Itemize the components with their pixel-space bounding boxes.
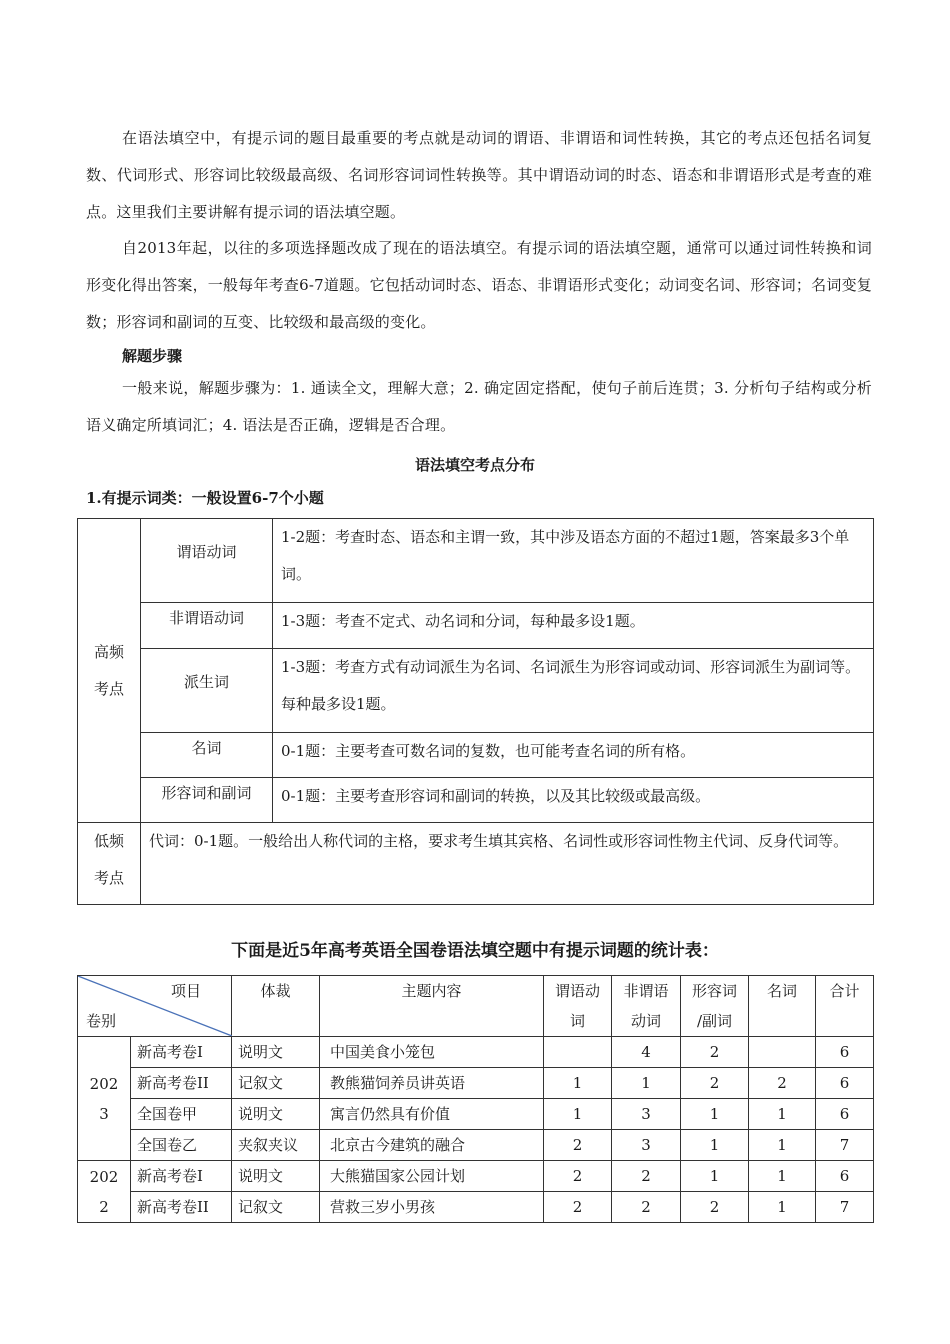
- intro-paragraph-1: 在语法填空中，有提示词的题目最重要的考点就是动词的谓语、非谓语和词性转换，其它的考点还包括名词复数、代词形式、形容词比较级最高级、名词形容词词性转换等。其中谓语动词的时态、语态和非谓语形式是考查的难点。这里我们主要讲解有提示词的语法填空题。: [86, 129, 872, 221]
- non-predicate-cell: 2: [612, 1161, 681, 1192]
- paper-cell: 新高考卷II: [131, 1068, 232, 1099]
- non-predicate-cell: 3: [612, 1099, 681, 1130]
- type-cell: 名词: [141, 733, 273, 778]
- paper-cell: 全国卷甲: [131, 1099, 232, 1130]
- predicate-cell: 1: [544, 1099, 612, 1130]
- table-row: [78, 778, 874, 823]
- header-total: 合计: [816, 976, 874, 1037]
- stats-title: 下面是近5年高考英语全国卷语法填空题中有提示词题的统计表：: [231, 941, 719, 961]
- description-cell: 1-2题：考查时态、语态和主谓一致，其中涉及语态方面的不超过1题，答案最多3个单词。: [273, 519, 874, 603]
- table-row: [78, 519, 874, 603]
- header-non-predicate: [612, 976, 681, 1037]
- intro-paragraph-2: 自2013年起，以往的多项选择题改成了现在的语法填空。有提示词的语法填空题，通常可以通过词性转换和词形变化得出答案，一般每年考查6-7道题。它包括动词时态、语态、非谓语形式变化；动词变名词、形容词；名词变复数；形容词和副词的互变、比较级和最高级的变化。: [86, 239, 872, 331]
- table-row: [78, 1099, 874, 1130]
- topic-cell: 教熊猫饲养员讲英语: [320, 1068, 544, 1099]
- header-text: /副词: [696, 1012, 733, 1030]
- noun-cell: 1: [749, 1130, 816, 1161]
- header-topic: 主题内容: [320, 976, 544, 1037]
- adj-adv-cell: 1: [681, 1161, 749, 1192]
- row-label: 卷别: [86, 1012, 117, 1030]
- noun-cell: 1: [749, 1161, 816, 1192]
- header-adj-adv: [681, 976, 749, 1037]
- topic-cell: 大熊猫国家公园计划: [320, 1161, 544, 1192]
- paper-cell: 新高考卷I: [131, 1037, 232, 1068]
- distribution-title: 语法填空考点分布: [414, 456, 535, 474]
- header-text: 词: [569, 1012, 585, 1030]
- year-text: 202: [89, 1074, 119, 1093]
- header-genre: 体裁: [232, 976, 320, 1037]
- table-row: [78, 1192, 874, 1223]
- year-text: 3: [99, 1104, 109, 1123]
- genre-cell: 说明文: [232, 1161, 320, 1192]
- type-cell: 非谓语动词: [141, 603, 273, 649]
- year-cell: [78, 1161, 131, 1223]
- high-frequency-label: [78, 519, 141, 823]
- header-row: [78, 976, 874, 1037]
- header-text: 动词: [630, 1012, 661, 1030]
- cell-text: 高频: [93, 642, 124, 661]
- noun-cell: 1: [749, 1192, 816, 1223]
- table-row: [78, 1130, 874, 1161]
- topic-cell: 北京古今建筑的融合: [320, 1130, 544, 1161]
- paper-cell: 新高考卷II: [131, 1192, 232, 1223]
- adj-adv-cell: 2: [681, 1068, 749, 1099]
- total-cell: 6: [816, 1037, 874, 1068]
- year-text: 202: [89, 1167, 119, 1186]
- total-cell: 6: [816, 1068, 874, 1099]
- steps-heading: 解题步骤: [122, 347, 183, 365]
- table-row: [78, 649, 874, 733]
- noun-cell: 2: [749, 1068, 816, 1099]
- genre-cell: 夹叙夹议: [232, 1130, 320, 1161]
- cell-text: 考点: [93, 679, 124, 698]
- type-cell: 派生词: [141, 649, 273, 733]
- header-text: 形容词: [691, 982, 737, 1000]
- description-cell: 1-3题：考查不定式、动名词和分词，每种最多设1题。: [273, 603, 874, 649]
- description-cell: 0-1题：主要考查可数名词的复数，也可能考查名词的所有格。: [273, 733, 874, 778]
- non-predicate-cell: 1: [612, 1068, 681, 1099]
- steps-paragraph: 一般来说，解题步骤为：1. 通读全文，理解大意；2. 确定固定搭配，使句子前后连贯；3. 分析句子结构或分析语义确定所填词汇；4. 语法是否正确，逻辑是否合理。: [86, 379, 872, 434]
- predicate-cell: 2: [544, 1192, 612, 1223]
- year-text: 2: [99, 1197, 109, 1216]
- table-row: [78, 1037, 874, 1068]
- column-label: 项目: [170, 982, 201, 1000]
- header-text: 非谓语: [623, 982, 669, 1000]
- non-predicate-cell: 2: [612, 1192, 681, 1223]
- genre-cell: 记叙文: [232, 1068, 320, 1099]
- type-cell: 形容词和副词: [141, 778, 273, 823]
- predicate-cell: 1: [544, 1068, 612, 1099]
- low-frequency-label: [78, 823, 141, 905]
- adj-adv-cell: 2: [681, 1192, 749, 1223]
- genre-cell: 说明文: [232, 1099, 320, 1130]
- distribution-subtitle: 1.有提示词类：一般设置6-7个小题: [86, 489, 324, 507]
- topic-cell: 寓言仍然具有价值: [320, 1099, 544, 1130]
- stats-table: [77, 975, 874, 1223]
- table-row: [78, 733, 874, 778]
- adj-adv-cell: 2: [681, 1037, 749, 1068]
- noun-cell: [749, 1037, 816, 1068]
- table-row: [78, 603, 874, 649]
- paper-cell: 新高考卷I: [131, 1161, 232, 1192]
- type-cell: 谓语动词: [141, 519, 273, 603]
- description-cell: 代词：0-1题。一般给出人称代词的主格，要求考生填其宾格、名词性或形容词性物主代词、反身代词等。: [141, 823, 874, 905]
- topic-cell: 营救三岁小男孩: [320, 1192, 544, 1223]
- total-cell: 6: [816, 1099, 874, 1130]
- table-row: [78, 823, 874, 905]
- genre-cell: 记叙文: [232, 1192, 320, 1223]
- adj-adv-cell: 1: [681, 1130, 749, 1161]
- adj-adv-cell: 1: [681, 1099, 749, 1130]
- non-predicate-cell: 3: [612, 1130, 681, 1161]
- table-row: [78, 1068, 874, 1099]
- distribution-table: [77, 518, 874, 905]
- header-predicate: [544, 976, 612, 1037]
- header-text: 谓语动: [554, 982, 600, 1000]
- diagonal-header-cell: [78, 976, 232, 1037]
- paper-cell: 全国卷乙: [131, 1130, 232, 1161]
- cell-text: 考点: [93, 869, 124, 887]
- non-predicate-cell: 4: [612, 1037, 681, 1068]
- predicate-cell: [544, 1037, 612, 1068]
- predicate-cell: 2: [544, 1130, 612, 1161]
- predicate-cell: 2: [544, 1161, 612, 1192]
- total-cell: 6: [816, 1161, 874, 1192]
- table-row: [78, 1161, 874, 1192]
- description-cell: 0-1题：主要考查形容词和副词的转换，以及其比较级或最高级。: [273, 778, 874, 823]
- noun-cell: 1: [749, 1099, 816, 1130]
- topic-cell: 中国美食小笼包: [320, 1037, 544, 1068]
- total-cell: 7: [816, 1192, 874, 1223]
- cell-text: 低频: [93, 832, 124, 850]
- total-cell: 7: [816, 1130, 874, 1161]
- description-cell: 1-3题：考查方式有动词派生为名词、名词派生为形容词或动词、形容词派生为副词等。每种最多设1题。: [273, 649, 874, 733]
- year-cell: [78, 1037, 131, 1161]
- genre-cell: 说明文: [232, 1037, 320, 1068]
- header-noun: 名词: [749, 976, 816, 1037]
